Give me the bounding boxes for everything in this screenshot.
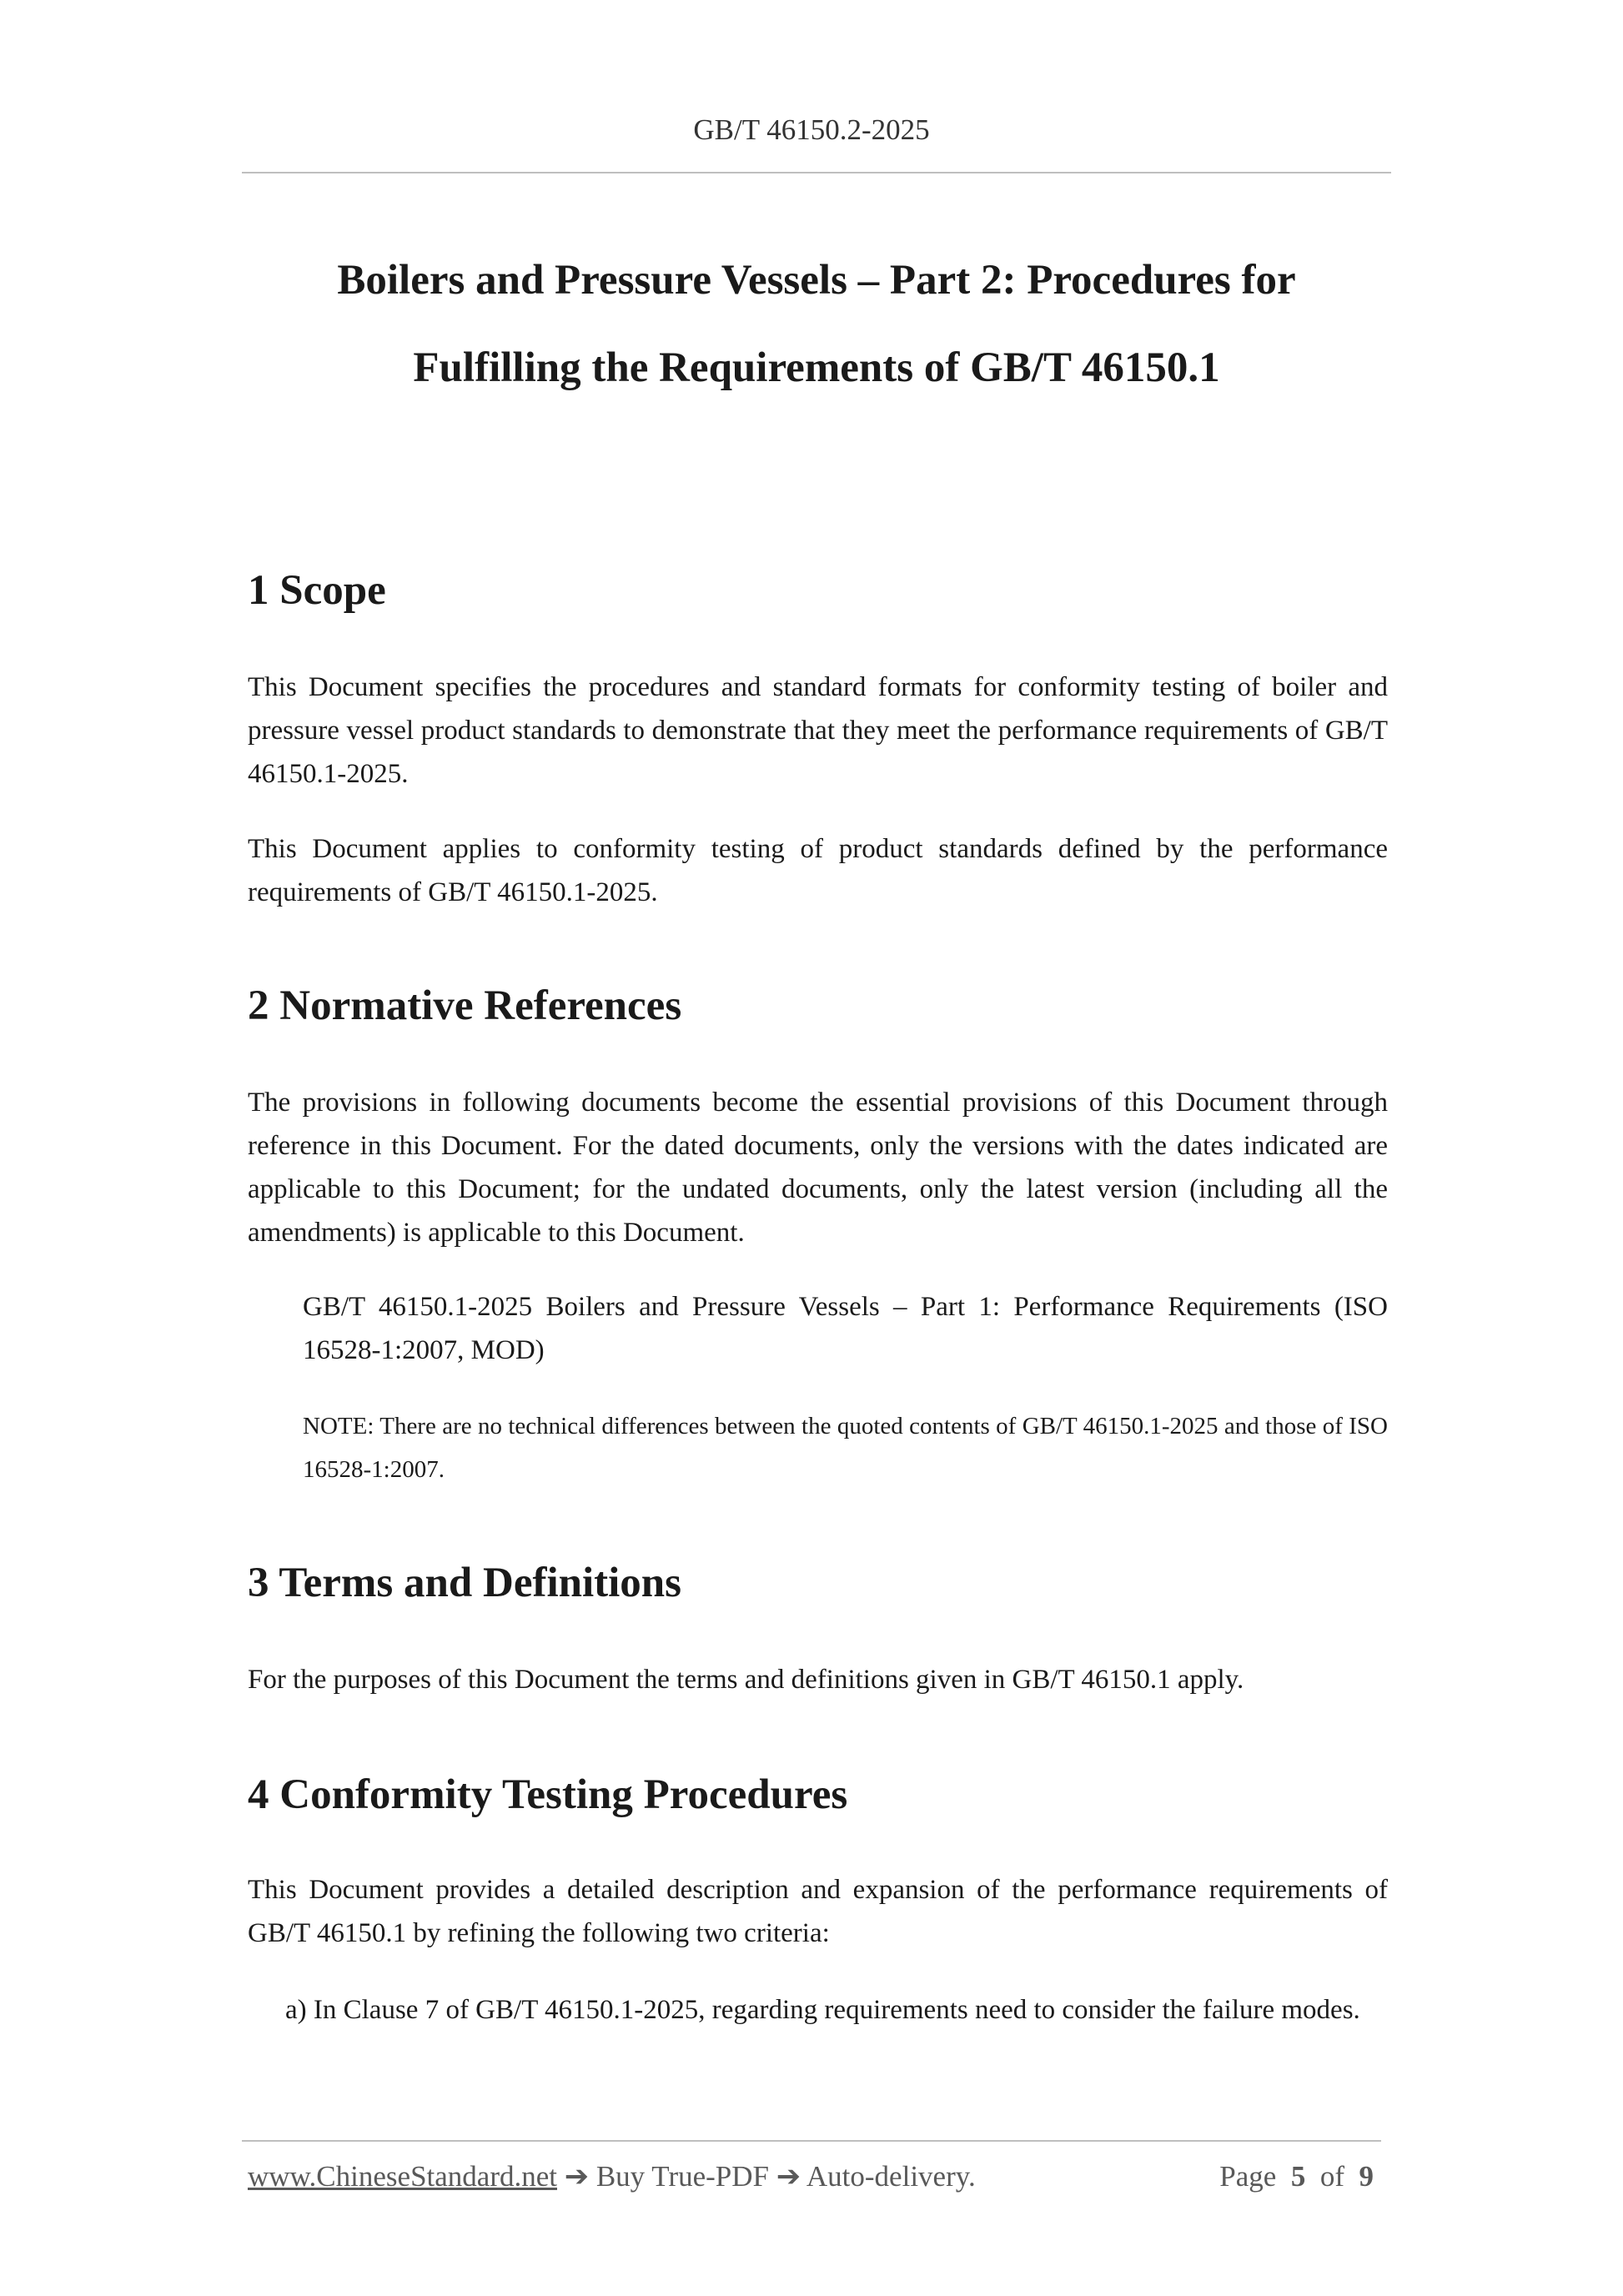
buy-pdf-text: Buy True-PDF bbox=[595, 2160, 769, 2193]
page-label: Page bbox=[1219, 2160, 1277, 2193]
terms-paragraph: For the purposes of this Document the terms and definitions given in GB/T 46150.1 apply. bbox=[248, 1665, 1244, 1695]
website-link[interactable]: www.ChineseStandard.net bbox=[248, 2160, 557, 2193]
footer-divider bbox=[242, 2140, 1381, 2142]
page-number: 5 bbox=[1290, 2160, 1306, 2193]
auto-delivery-text: Auto-delivery. bbox=[806, 2160, 976, 2193]
section-heading: 3 Terms and Definitions bbox=[248, 1560, 682, 1606]
arrow-icon: ➔ bbox=[776, 2160, 801, 2193]
header-doc-id: GB/T 46150.2-2025 bbox=[693, 113, 930, 146]
normative-note: NOTE: There are no technical differences between the quoted contents of GB/T 46150.1-2025 and those of ISO 16528-1:2007. bbox=[303, 1413, 1388, 1483]
normative-paragraph: The provisions in following documents become the essential provisions of this Document through reference in this Document. For the dated documents, only the versions with the dates indicated are applicable to this Document; for the undated documents, only the latest version (including all the amendments) is applicable to this Document. bbox=[248, 1088, 1388, 1248]
page-total: 9 bbox=[1359, 2160, 1374, 2193]
of-label: of bbox=[1319, 2160, 1344, 2193]
page-indicator bbox=[1219, 2160, 1374, 2193]
list-item: a) In Clause 7 of GB/T 46150.1-2025, regarding requirements need to consider the failure modes. bbox=[285, 1995, 1360, 2025]
page-footer bbox=[248, 2160, 1382, 2193]
title-line-2: Fulfilling the Requirements of GB/T 46150.1 bbox=[413, 344, 1220, 391]
title-line-1: Boilers and Pressure Vessels – Part 2: Procedures for bbox=[337, 257, 1296, 304]
document-title bbox=[242, 237, 1391, 412]
section-heading: 1 Scope bbox=[248, 567, 386, 614]
header-divider bbox=[242, 172, 1391, 173]
arrow-icon: ➔ bbox=[564, 2160, 590, 2193]
scope-paragraph-1: This Document specifies the procedures and standard formats for conformity testing of boiler and pressure vessel product standards to demonstrate that they meet the performance requirements of GB/T 46150.1-2025. bbox=[248, 672, 1388, 789]
normative-reference-item: GB/T 46150.1-2025 Boilers and Pressure Vessels – Part 1: Performance Requirements (ISO 16528-1:2007, MOD) bbox=[303, 1292, 1388, 1365]
scope-paragraph-2: This Document applies to conformity testing of product standards defined by the performance requirements of GB/T 46150.1-2025. bbox=[248, 834, 1388, 907]
conformity-paragraph: This Document provides a detailed description and expansion of the performance requirements of GB/T 46150.1 by refining the following two criteria: bbox=[248, 1875, 1388, 1948]
section-conformity-testing bbox=[248, 1770, 1388, 1820]
section-heading: 4 Conformity Testing Procedures bbox=[248, 1771, 848, 1818]
section-normative-references bbox=[248, 981, 1388, 1031]
section-scope bbox=[248, 565, 1388, 615]
section-terms-definitions bbox=[248, 1558, 1388, 1608]
section-heading: 2 Normative References bbox=[248, 982, 682, 1029]
